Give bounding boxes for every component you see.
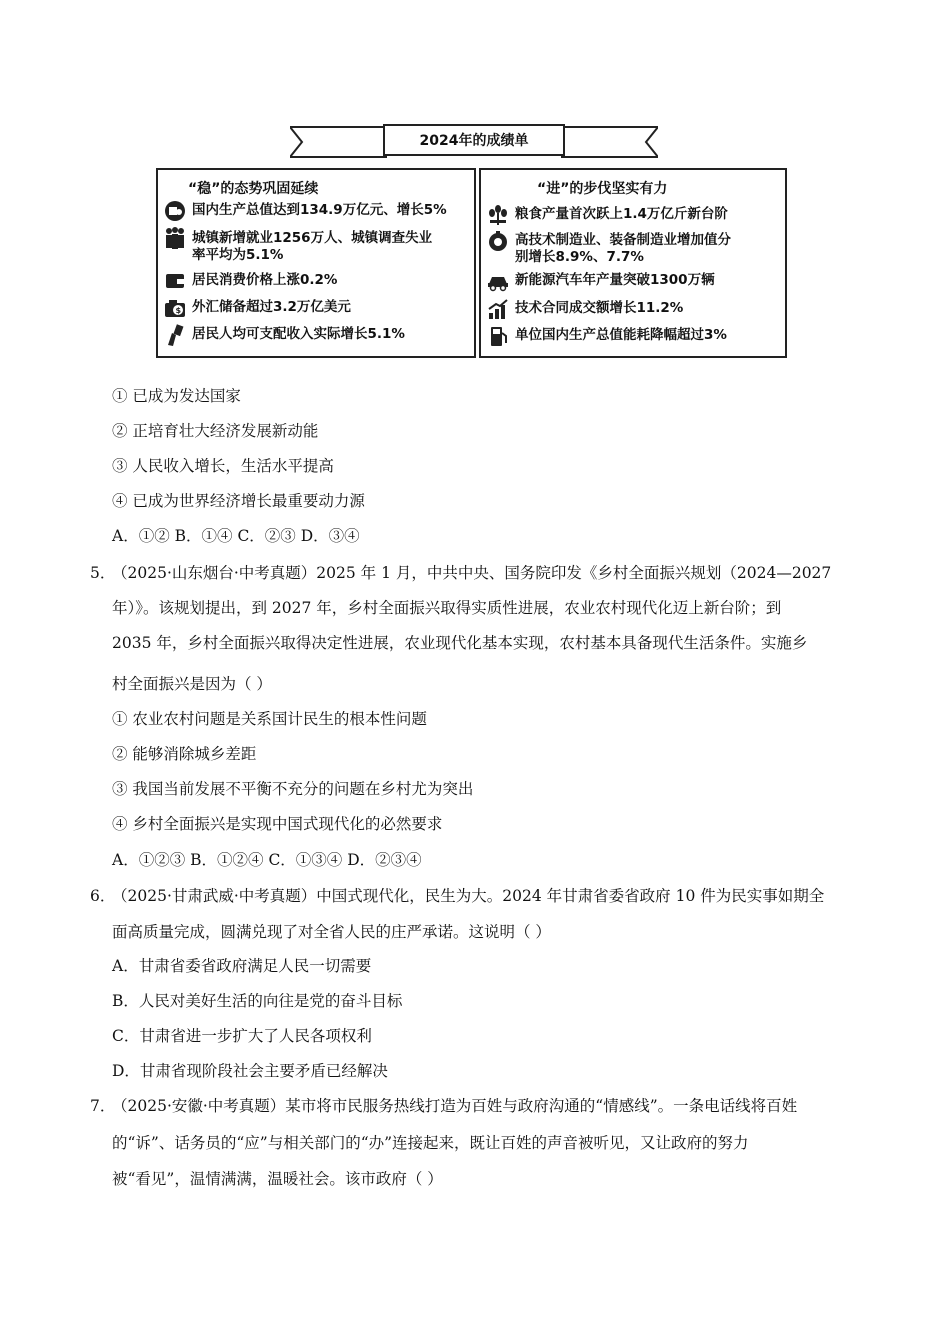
dollar-bag-icon [164,297,186,319]
stable-item [164,228,432,264]
progress-item-text: 别增长8.9%、7.7% [515,249,644,265]
stable-item-text: 率平均为5.1% [192,247,284,263]
q5-stem: 村全面振兴是因为（ ） [112,675,272,693]
q5-stem: 年）》。该规划提出，到 2027 年，乡村全面振兴取得实质性进展，农业农村现代化迈上新台阶；到 [112,599,782,617]
q4-choices: A．①② B．①④ C．②③ D．③④ [112,527,360,545]
stable-item-text: 国内生产总值达到134.9万亿元、增长5% [192,202,447,218]
q5-stem: 2035 年，乡村全面振兴取得决定性进展，农业现代化基本实现，农村基本具备现代生活条件。实施乡 [112,634,808,652]
q7-number: 7． [90,1097,116,1115]
q6-number: 6． [90,887,116,905]
q5-choices: A．①②③ B．①②④ C．①③④ D．②③④ [112,851,422,869]
stable-panel [156,168,476,358]
q4-option: ④ 已成为世界经济增长最重要动力源 [112,492,365,510]
income-hand-icon [164,324,186,346]
progress-item [487,298,683,320]
q6-option: C．甘肃省进一步扩大了人民各项权利 [112,1027,372,1045]
progress-item-text: 技术合同成交额增长11.2% [515,300,684,316]
gear-icon [487,230,509,252]
progress-item [487,325,727,347]
svg-text:$: $ [175,306,182,315]
stable-item [164,297,351,319]
q7-stem: （2025·安徽·中考真题）某市将市民服务热线打造为百姓与政府沟通的“情感线”。一条电话线将百姓 [112,1097,798,1115]
q4-option: ② 正培育壮大经济发展新动能 [112,422,319,440]
progress-panel-title: “进”的步伐坚实有力 [537,181,668,197]
stable-item [164,200,447,222]
progress-panel [479,168,787,358]
figure-title: 2024年的成绩单 [419,133,529,149]
growth-chart-icon [487,298,509,320]
stable-item [164,270,337,292]
q6-option: B．人民对美好生活的向往是党的奋斗目标 [112,992,403,1010]
q5-number: 5． [90,564,116,582]
people-icon [164,228,186,250]
q6-stem: （2025·甘肃武威·中考真题）中国式现代化，民生为大。2024 年甘肃省委省政府 10 件为民实事如期全 [112,887,825,905]
q7-stem: 的“诉”、话务员的“应”与相关部门的“办”连接起来，既让百姓的声音被听见，又让政府的努力 [112,1134,749,1152]
stable-item-text: 居民人均可支配收入实际增长5.1% [192,326,405,342]
progress-item [487,230,731,266]
fuel-pump-icon [487,325,509,347]
wallet-icon [164,270,186,292]
q4-option: ① 已成为发达国家 [112,387,241,405]
q5-option: ② 能够消除城乡差距 [112,745,257,763]
stable-item [164,324,405,346]
q6-option: D．甘肃省现阶段社会主要矛盾已经解决 [112,1062,388,1080]
progress-item-text: 单位国内生产总值能耗降幅超过3% [515,327,727,343]
q5-option: ① 农业农村问题是关系国计民生的根本性问题 [112,710,427,728]
q5-stem: （2025·山东烟台·中考真题）2025 年 1 月，中共中央、国务院印发《乡村全面振兴规划（2024—2027 [112,564,832,582]
q5-option: ③ 我国当前发展不平衡不充分的问题在乡村尤为突出 [112,780,474,798]
q6-stem: 面高质量完成，圆满兑现了对全省人民的庄严承诺。这说明（ ） [112,923,551,941]
q7-stem: 被“看见”，温情满满，温暖社会。该市政府（ ） [112,1170,443,1188]
q4-option: ③ 人民收入增长，生活水平提高 [112,457,334,475]
progress-item-text: 新能源汽车年产量突破1300万辆 [515,272,715,288]
progress-item [487,204,728,226]
progress-item-text: 高技术制造业、装备制造业增加值分 [515,232,731,248]
money-icon [164,200,186,222]
stable-item-text: 居民消费价格上涨0.2% [192,272,338,288]
progress-item [487,270,715,292]
progress-item-text: 粮食产量首次跃上1.4万亿斤新台阶 [515,206,728,222]
grain-icon [487,204,509,226]
car-icon [487,270,509,292]
stable-item-text: 外汇储备超过3.2万亿美元 [192,299,351,315]
stable-panel-title: “稳”的态势巩固延续 [188,181,319,197]
stable-item-text: 城镇新增就业1256万人、城镇调查失业 [192,230,433,246]
q6-option: A．甘肃省委省政府满足人民一切需要 [112,957,372,975]
q5-option: ④ 乡村全面振兴是实现中国式现代化的必然要求 [112,815,443,833]
